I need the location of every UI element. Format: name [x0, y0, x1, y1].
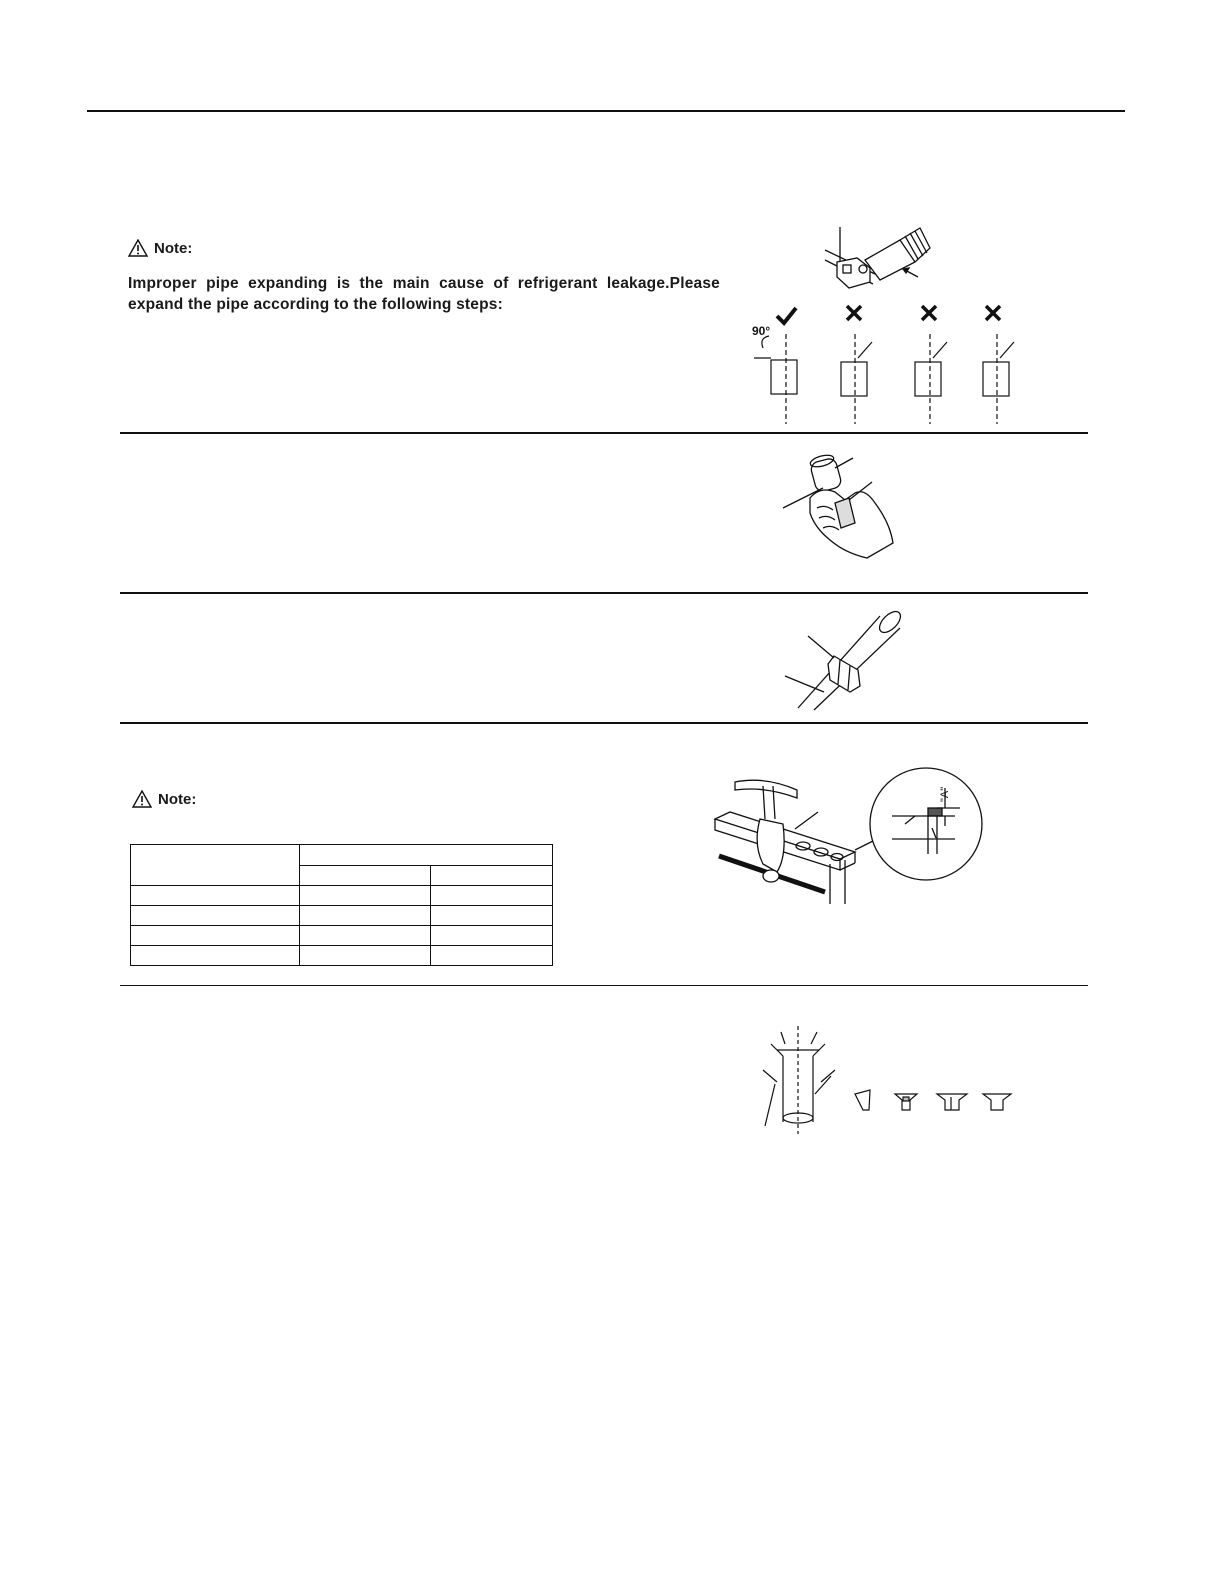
table-cell	[300, 926, 431, 946]
table-row	[131, 886, 553, 906]
warning-triangle-icon	[128, 239, 148, 257]
pipe-cutting-figure	[745, 222, 1045, 427]
section-divider-3	[120, 722, 1088, 724]
table-row	[131, 926, 553, 946]
table-cell	[300, 845, 553, 866]
table-cell	[131, 946, 300, 966]
table-header-row	[131, 845, 553, 866]
page-header-rule	[87, 110, 1125, 112]
note-text: Improper pipe expanding is the main cause of refrigerant leakage.Please expand the pipe according to the following steps:	[128, 275, 720, 313]
flaring-tool-figure	[705, 764, 990, 912]
note-heading-1	[128, 239, 192, 257]
table-cell	[300, 946, 431, 966]
table-cell	[431, 906, 553, 926]
flare-nut-figure	[780, 608, 910, 713]
table-cell	[431, 886, 553, 906]
note-heading-2	[132, 790, 196, 808]
check-icon	[777, 308, 796, 323]
table-cell	[131, 845, 300, 886]
table-cell	[131, 906, 300, 926]
section-divider-2	[120, 592, 1088, 594]
table-cell	[431, 946, 553, 966]
flare-dimension-table	[130, 844, 553, 966]
table-cell	[300, 886, 431, 906]
table-cell	[300, 866, 431, 886]
cross-icon	[922, 306, 936, 320]
table-row	[131, 946, 553, 966]
section-divider-1	[120, 432, 1088, 434]
table-cell	[431, 866, 553, 886]
table-cell	[131, 886, 300, 906]
table-cell	[131, 926, 300, 946]
angle-label: 90°	[752, 324, 771, 338]
table-row	[131, 906, 553, 926]
pipe-cut-examples	[754, 334, 1014, 424]
pipe-cutter-illustration	[825, 227, 930, 288]
note-label: Note:	[158, 790, 197, 808]
dimension-label: "A"	[939, 786, 951, 802]
cross-icon	[847, 306, 861, 320]
table-cell	[300, 906, 431, 926]
cross-icon	[986, 306, 1000, 320]
flare-inspection-figure	[755, 1024, 1020, 1136]
note-label: Note:	[154, 239, 193, 257]
warning-triangle-icon	[132, 790, 152, 808]
deburring-figure	[775, 448, 905, 563]
section-divider-4	[120, 985, 1088, 986]
table-cell	[431, 926, 553, 946]
